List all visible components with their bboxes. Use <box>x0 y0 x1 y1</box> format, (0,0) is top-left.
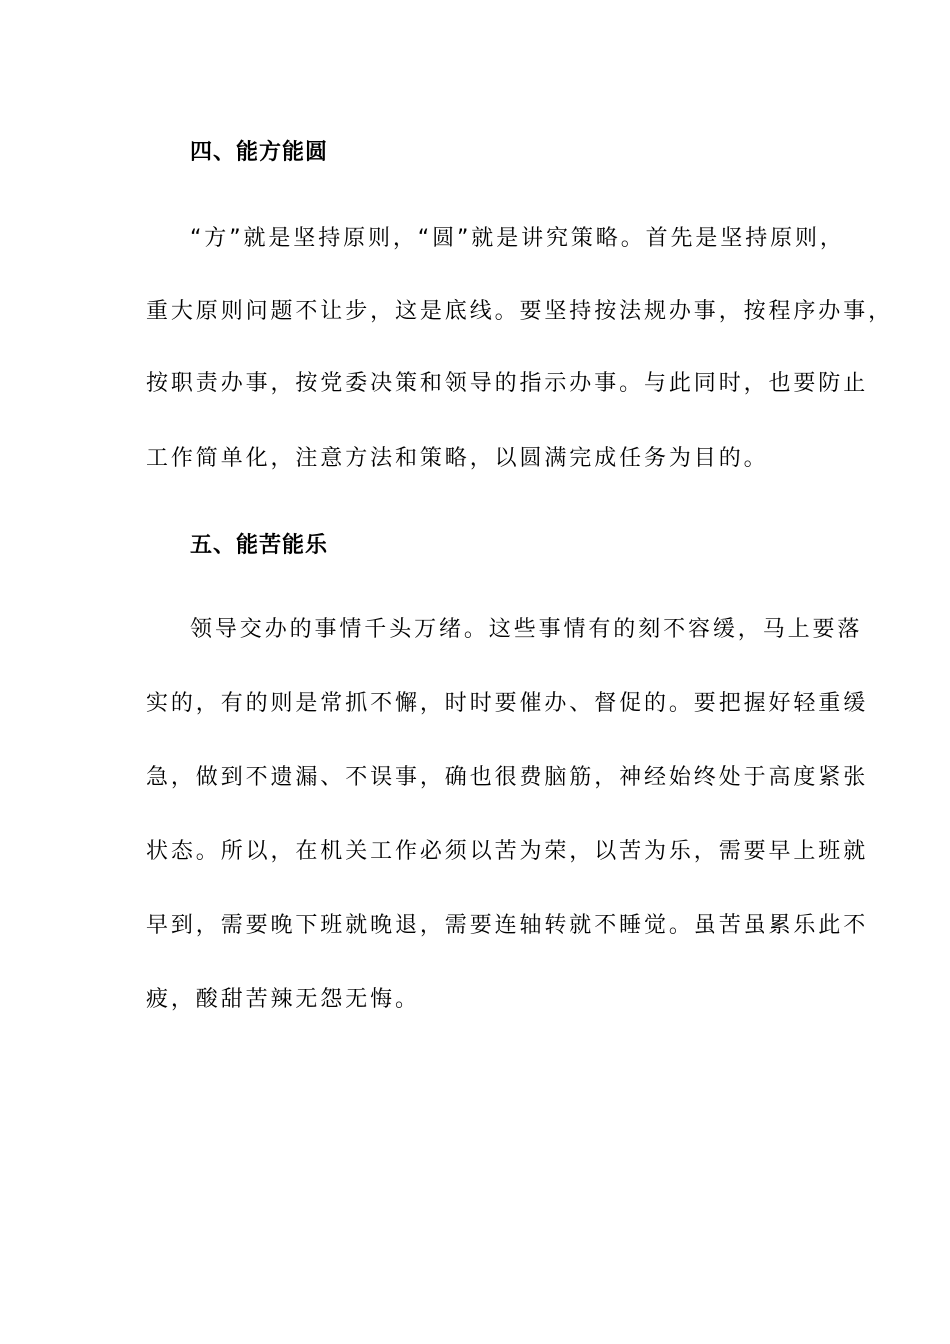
paragraph-line: 领导交办的事情千头万绪。这些事情有的刻不容缓，马上要落 <box>190 617 863 642</box>
paragraph-line: 状态。所以，在机关工作必须以苦为荣，以苦为乐，需要早上班就 <box>146 839 869 864</box>
paragraph-line: 按职责办事，按党委决策和领导的指示办事。与此同时，也要防止 <box>146 371 869 396</box>
section-heading-4: 四、能方能圆 <box>190 140 329 165</box>
paragraph-line: 实的，有的则是常抓不懈，时时要催办、督促的。要把握好轻重缓 <box>146 691 869 716</box>
paragraph-line: 急，做到不遗漏、不误事，确也很费脑筋，神经始终处于高度紧张 <box>146 765 869 790</box>
paragraph-line: 重大原则问题不让步，这是底线。要坚持按法规办事，按程序办事， <box>146 299 894 324</box>
paragraph-line: 早到，需要晚下班就晚退，需要连轴转就不睡觉。虽苦虽累乐此不 <box>146 913 869 938</box>
section-heading-5: 五、能苦能乐 <box>190 533 329 558</box>
paragraph-line: 疲，酸甜苦辣无怨无悔。 <box>146 987 420 1012</box>
paragraph-line: “方”就是坚持原则，“圆”就是讲究策略。首先是坚持原则， <box>190 226 845 251</box>
paragraph-line: 工作简单化，注意方法和策略，以圆满完成任务为目的。 <box>146 446 769 471</box>
